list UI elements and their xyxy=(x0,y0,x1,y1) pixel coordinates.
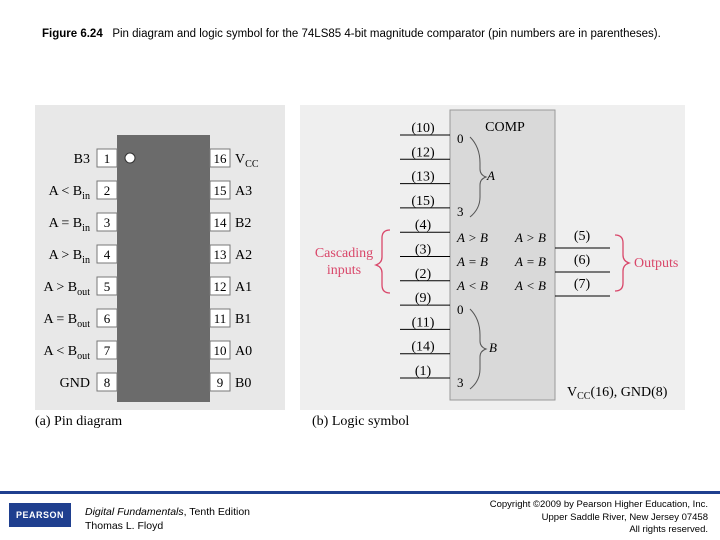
pin-number: 10 xyxy=(213,343,227,358)
pin-label: $V_{CC}$ xyxy=(235,152,259,170)
power-label: $V_{CC}(16)$, GND(8) xyxy=(567,385,668,402)
copyright-line: Upper Saddle River, New Jersey 07458 xyxy=(541,511,708,523)
pin-number: 7 xyxy=(103,343,111,358)
inner-output-label: A > B xyxy=(515,230,546,245)
pin-label: B3 xyxy=(73,152,90,167)
input-pin-number: (1) xyxy=(414,364,432,379)
pin-number: 4 xyxy=(103,247,111,262)
figure-label: Figure 6.24 xyxy=(42,28,103,40)
cascading-label: inputs xyxy=(326,263,362,278)
pearson-logo: PEARSON xyxy=(9,503,71,527)
comparator-title: COMP xyxy=(485,120,525,135)
pin-diagram-caption: (a) Pin diagram xyxy=(35,414,123,429)
figure-caption xyxy=(42,27,662,42)
pin-label: GND xyxy=(59,376,90,391)
chip-body xyxy=(117,135,210,402)
bit-label-b0: 0 xyxy=(457,302,464,317)
group-a-label: A xyxy=(487,168,495,183)
book-info xyxy=(85,505,250,533)
bit-label-a0: 0 xyxy=(457,131,464,146)
pin-number: 6 xyxy=(103,311,111,326)
footer-divider xyxy=(0,491,720,494)
pin-label: B2 xyxy=(235,216,252,231)
input-pin-number: (14) xyxy=(411,339,435,355)
pin-number: 5 xyxy=(103,279,111,294)
pin-label: $A < B_{out}$ xyxy=(43,344,90,362)
input-pin-number: (12) xyxy=(411,145,435,161)
input-pin-number: (15) xyxy=(411,193,435,209)
pin-label: $A > B_{in}$ xyxy=(48,248,90,266)
outputs-label: Outputs xyxy=(634,256,679,271)
logic-symbol-caption: (b) Logic symbol xyxy=(312,414,410,429)
pin-number: 12 xyxy=(213,279,227,294)
pin-label: $A = B_{in}$ xyxy=(48,216,90,234)
input-pin-number: (10) xyxy=(411,121,435,136)
inner-output-label: A < B xyxy=(515,278,546,293)
inner-input-label: A = B xyxy=(457,254,488,269)
pin-number: 3 xyxy=(103,215,111,230)
logic-symbol xyxy=(300,105,685,429)
pin-label: $A = B_{out}$ xyxy=(43,312,90,330)
bit-label-b3: 3 xyxy=(457,375,464,390)
pin-label: A0 xyxy=(235,344,253,359)
book-edition: , Tenth Edition xyxy=(183,506,250,518)
pin-number: 8 xyxy=(103,375,111,390)
copyright-line: Copyright ©2009 by Pearson Higher Education, Inc. xyxy=(489,499,708,510)
pin-label: B0 xyxy=(235,376,252,391)
output-pin-number: (7) xyxy=(573,277,591,292)
pin-number: 11 xyxy=(213,311,227,326)
pin-number: 15 xyxy=(213,183,227,198)
book-title: Digital Fundamentals xyxy=(85,506,184,518)
figure-caption-text: Pin diagram and logic symbol for the 74LS85 4-bit magnitude comparator (pin numbers are in parentheses). xyxy=(112,28,661,40)
output-pin-number: (5) xyxy=(573,229,591,244)
pin-number: 2 xyxy=(103,183,111,198)
pin-label: A3 xyxy=(235,184,253,199)
copyright-notice xyxy=(490,499,708,537)
copyright-line: All rights reserved. xyxy=(629,524,708,535)
pin-label: B1 xyxy=(235,312,252,327)
input-pin-number: (9) xyxy=(414,291,432,307)
pin-label: A2 xyxy=(235,248,253,263)
input-pin-number: (11) xyxy=(411,315,435,331)
group-b-label: B xyxy=(489,340,497,355)
pin-number: 1 xyxy=(103,151,111,166)
inner-input-label: A > B xyxy=(457,230,488,245)
pin-label: $A > B_{out}$ xyxy=(43,280,90,298)
input-pin-number: (13) xyxy=(411,169,435,185)
inner-output-label: A = B xyxy=(515,254,546,269)
inner-input-label: A < B xyxy=(457,278,488,293)
pin-label: $A < B_{in}$ xyxy=(48,184,90,202)
pin-number: 14 xyxy=(213,215,227,230)
input-pin-number: (3) xyxy=(414,242,432,258)
figure-canvas xyxy=(30,105,690,435)
pin-number: 13 xyxy=(213,247,227,262)
input-pin-number: (4) xyxy=(414,218,432,234)
book-author: Thomas L. Floyd xyxy=(85,520,164,532)
cascading-label: Cascading xyxy=(314,246,374,261)
pin1-marker xyxy=(125,153,135,163)
bit-label-a3: 3 xyxy=(457,204,464,219)
pin-label: A1 xyxy=(235,280,253,295)
pin-diagram xyxy=(35,105,285,429)
pin-number: 9 xyxy=(216,375,224,390)
output-pin-number: (6) xyxy=(573,253,591,268)
pin-number: 16 xyxy=(213,151,227,166)
input-pin-number: (2) xyxy=(414,266,432,282)
